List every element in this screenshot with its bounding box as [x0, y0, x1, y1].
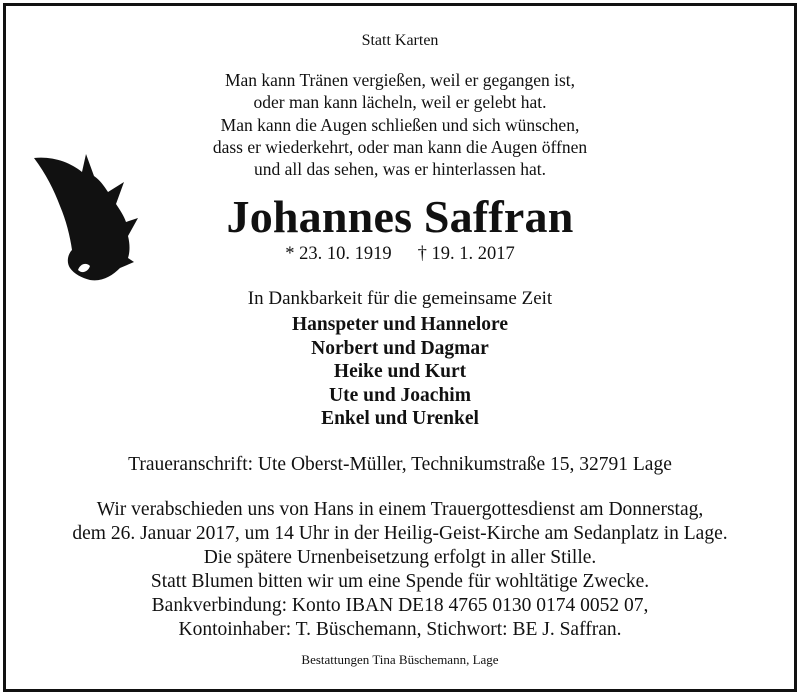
- service-line: Wir verabschieden uns von Hans in einem Trauergottesdienst am Donnerstag,: [96, 499, 704, 520]
- family-member: Ute und Joachim: [329, 384, 471, 406]
- death-date: † 19. 1. 2017: [417, 244, 515, 264]
- family-member: Enkel und Urenkel: [321, 408, 479, 429]
- poem-line: und all das sehen, was er hinterlassen hat.: [253, 159, 547, 180]
- service-line: Die spätere Urnenbeisetzung erfolgt in aller Stille.: [203, 547, 597, 568]
- gratitude-line: In Dankbarkeit für die gemeinsame Zeit: [247, 288, 553, 309]
- service-line: dem 26. Januar 2017, um 14 Uhr in der Heilig-Geist-Kirche am Sedanplatz in Lage.: [72, 523, 728, 544]
- poem-block: [0, 69, 800, 180]
- funeral-home-credit: Bestattungen Tina Büschemann, Lage: [301, 652, 499, 667]
- service-line: Statt Blumen bitten wir um eine Spende für wohltätige Zwecke.: [150, 571, 650, 592]
- statt-karten-header: Statt Karten: [361, 32, 439, 49]
- service-line: Kontoinhaber: T. Büschemann, Stichwort: BE J. Saffran.: [178, 619, 622, 640]
- family-member: Norbert und Dagmar: [311, 337, 489, 359]
- service-line: Bankverbindung: Konto IBAN DE18 4765 0130 0174 0052 07,: [151, 595, 649, 616]
- life-dates: [0, 244, 800, 265]
- family-member: Heike und Kurt: [333, 361, 467, 382]
- family-list: [0, 313, 800, 431]
- deceased-name: Johannes Saffran: [226, 191, 574, 242]
- poem-line: Man kann die Augen schließen und sich wünschen,: [220, 114, 580, 135]
- family-member: Hanspeter und Hannelore: [292, 314, 508, 335]
- poem-line: dass er wiederkehrt, oder man kann die Augen öffnen: [212, 136, 588, 157]
- poem-line: oder man kann lächeln, weil er gelebt hat.: [253, 92, 547, 113]
- service-info: [0, 498, 800, 642]
- poem-line: Man kann Tränen vergießen, weil er gegangen ist,: [224, 70, 576, 90]
- mourning-address: Traueranschrift: Ute Oberst-Müller, Technikumstraße 15, 32791 Lage: [128, 454, 672, 475]
- birth-date: * 23. 10. 1919: [285, 244, 392, 264]
